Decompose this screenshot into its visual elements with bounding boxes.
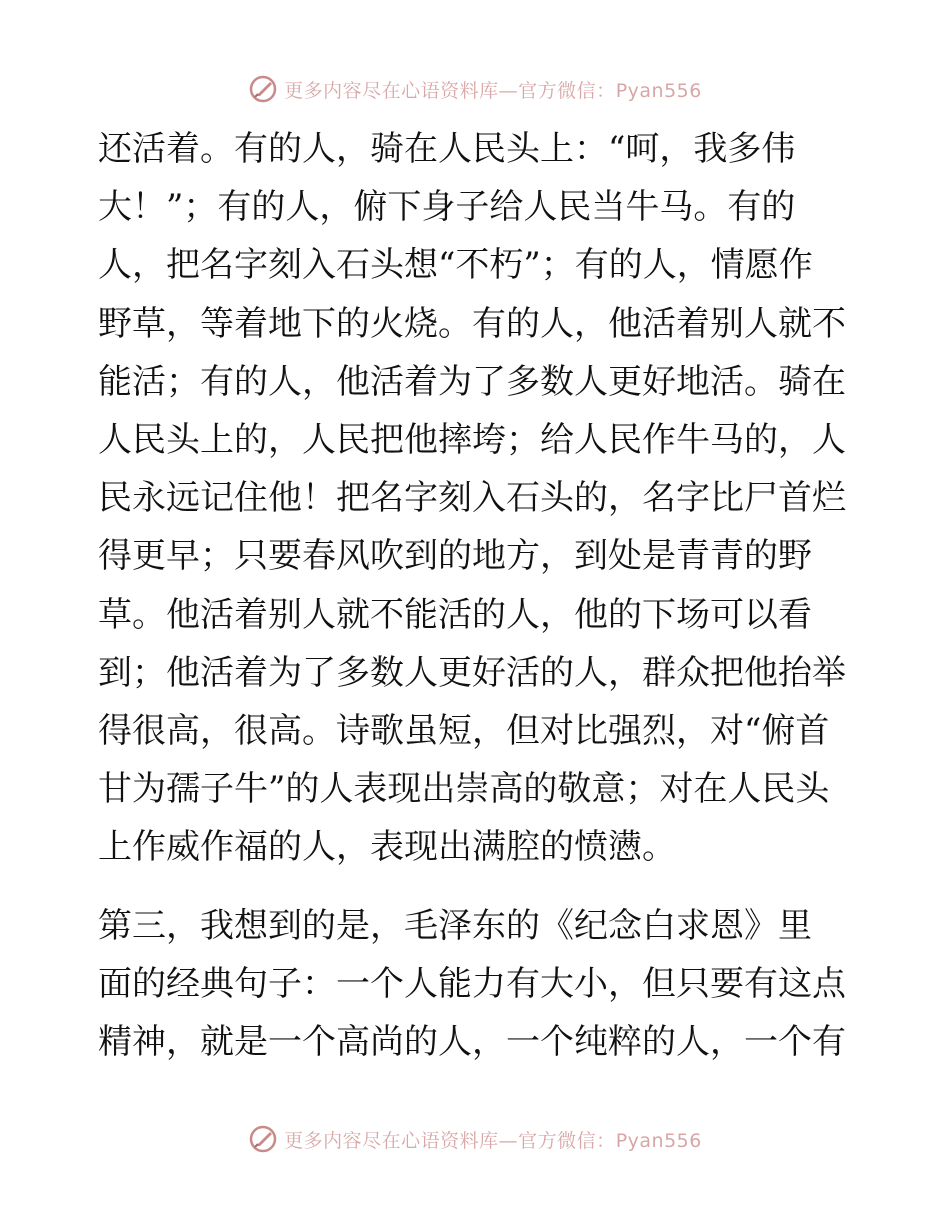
text-line: 草。他活着别人就不能活的人，他的下场可以看 bbox=[98, 594, 812, 635]
text-line: 大！”；有的人，俯下身子给人民当牛马。有的 bbox=[98, 187, 796, 228]
watermark-wechat-label: 官方微信： bbox=[518, 79, 616, 102]
text-line: 人民头上的，人民把他摔垮；给人民作牛马的，人 bbox=[98, 420, 846, 461]
watermark-wechat-id: Pyan556 bbox=[615, 1129, 702, 1152]
text-line: 到；他活着为了多数人更好活的人，群众把他抬举 bbox=[98, 652, 846, 693]
text-line: 得很高，很高。诗歌虽短，但对比强烈，对“俯首 bbox=[98, 711, 830, 752]
paragraph-1 bbox=[98, 120, 850, 877]
watermark-brand: 更多内容尽在心语资料库 bbox=[284, 79, 499, 102]
watermark-wechat-label: 官方微信： bbox=[518, 1129, 616, 1152]
text-line: 第三，我想到的是，毛泽东的《纪念白求恩》里 bbox=[98, 905, 812, 946]
text-line: 甘为孺子牛”的人表现出崇高的敬意；对在人民头 bbox=[98, 769, 830, 810]
text-line: 野草，等着地下的火烧。有的人，他活着别人就不 bbox=[98, 303, 846, 344]
text-line: 还活着。有的人，骑在人民头上：“呵，我多伟 bbox=[98, 129, 796, 169]
paragraph-2 bbox=[98, 897, 850, 1072]
text-line: 得更早；只要春风吹到的地方，到处是青青的野 bbox=[98, 536, 812, 577]
text-line: 精神，就是一个高尚的人，一个纯粹的人，一个有 bbox=[98, 1022, 846, 1063]
watermark-text bbox=[284, 1126, 702, 1153]
footer-watermark bbox=[0, 1122, 950, 1156]
document-body bbox=[98, 120, 850, 1071]
watermark-text bbox=[284, 76, 702, 103]
quill-logo-icon bbox=[248, 74, 278, 104]
text-line: 面的经典句子：一个人能力有大小，但只要有这点 bbox=[98, 963, 846, 1004]
watermark-dash: — bbox=[498, 1129, 519, 1152]
header-watermark bbox=[0, 72, 950, 106]
quill-logo-icon bbox=[248, 1124, 278, 1154]
watermark-brand: 更多内容尽在心语资料库 bbox=[284, 1129, 499, 1152]
watermark-wechat-id: Pyan556 bbox=[615, 79, 702, 102]
watermark-dash: — bbox=[498, 79, 519, 102]
text-line: 能活；有的人，他活着为了多数人更好地活。骑在 bbox=[98, 361, 846, 402]
text-line: 上作威作福的人，表现出满腔的愤懑。 bbox=[98, 827, 676, 868]
text-line: 人，把名字刻入石头想“不朽”；有的人，情愿作 bbox=[98, 245, 813, 286]
text-line: 民永远记住他！把名字刻入石头的，名字比尸首烂 bbox=[98, 478, 846, 519]
